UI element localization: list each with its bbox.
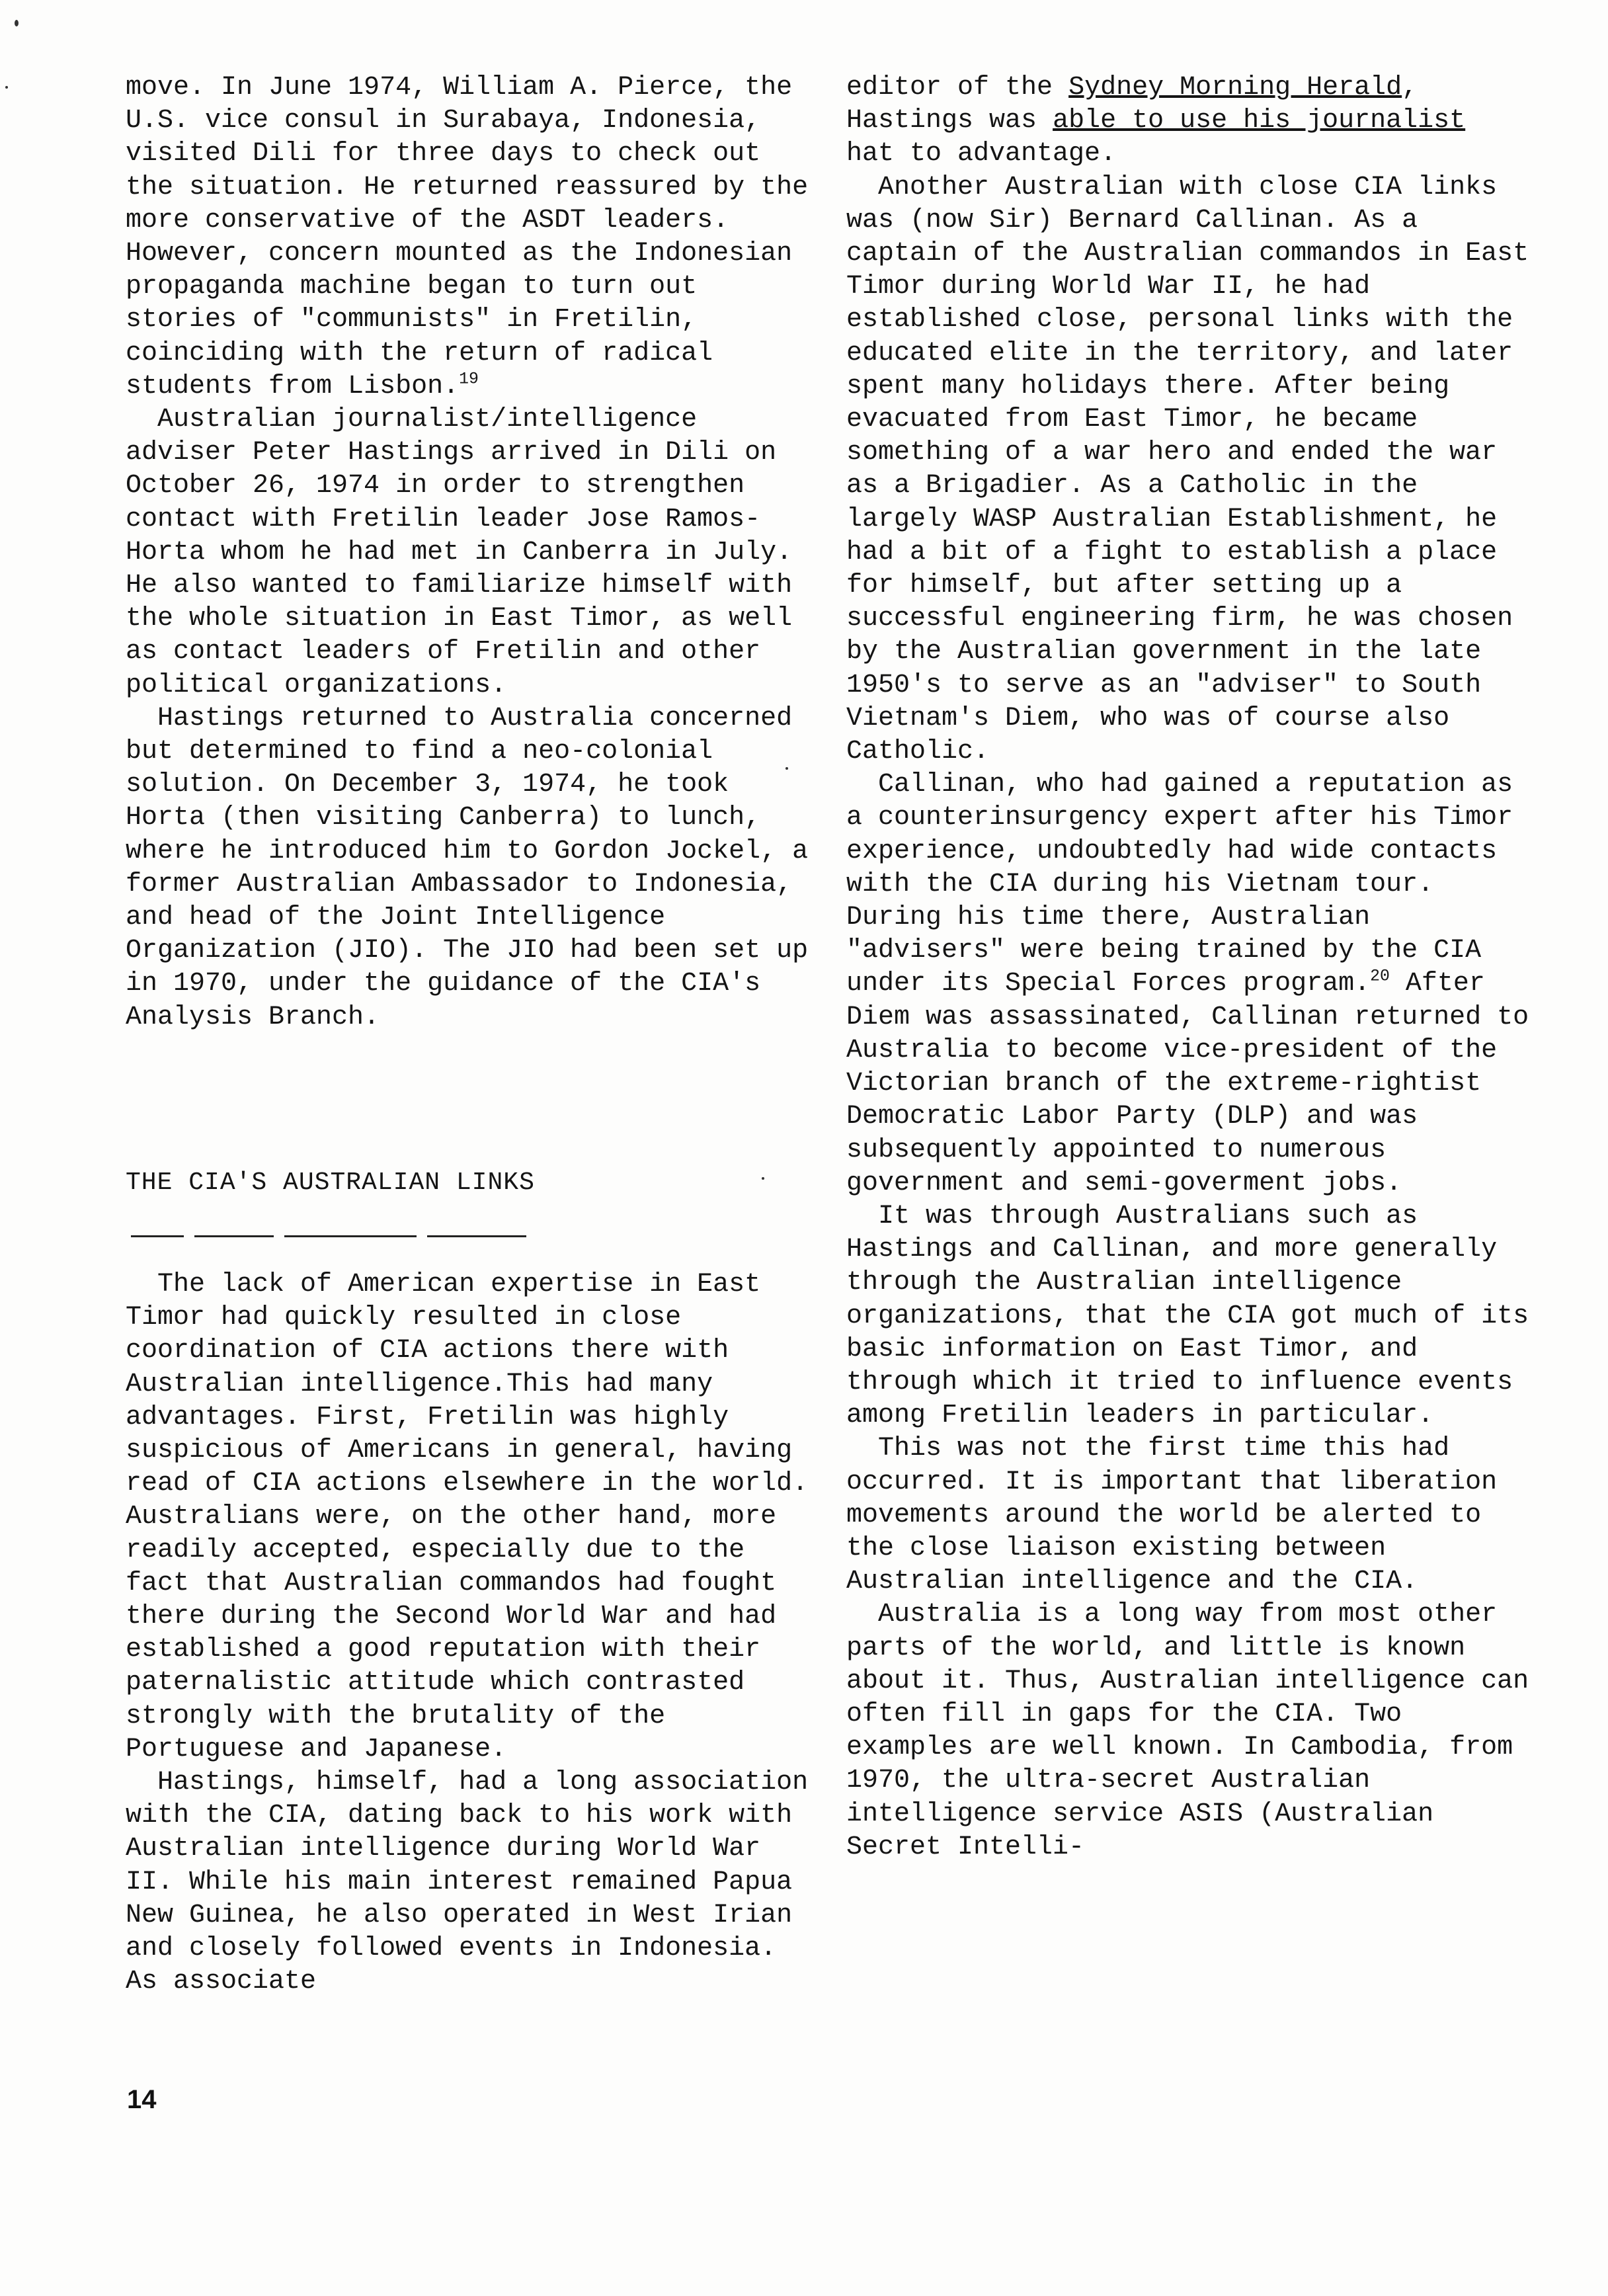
left-column bbox=[126, 71, 813, 1034]
text-span: editor of the bbox=[846, 73, 1053, 102]
paragraph-callinan-links: Another Australian with close CIA links was (now Sir) Bernard Callinan. As a captain of the Australian commandos in East Timor during World War II, he had established close, personal links with the educated elite in the territory, and later spent many holidays there. After being evacuated from East Timor, he became something of a war hero and ended the war as a Brigadier. As a Catholic in the largely WASP Australian Establishment, he had a bit of a fight to establish a place for himself, but after setting up a successful engineering firm, he was chosen by the Australian government in the late 1950's to serve as an "adviser" to South Vietnam's Diem, who was of course also Catholic. bbox=[846, 172, 1529, 767]
scan-speck bbox=[15, 20, 19, 26]
paragraph-hastings-association: Hastings, himself, had a long association with the CIA, dating back to his work with Australian intelligence during World War II. While his main interest remained Papua New Guinea, he also operated in West Irian and closely followed events in Indonesia. As associate bbox=[126, 1768, 809, 1997]
paragraph-editor-continued bbox=[846, 71, 1534, 171]
newspaper-title: Sydney Morning Herald bbox=[1068, 73, 1402, 102]
section-heading: THE CIA'S AUSTRALIAN LINKS bbox=[126, 1168, 535, 1197]
right-column bbox=[846, 71, 1534, 1864]
paragraph-through-australians: It was through Australians such as Hastings and Callinan, and more generally through the Australian intelligence organizations, that the CIA got much of its basic information on East Timor, and through which it tried to influence events among Fretilin leaders in particular. bbox=[846, 1201, 1529, 1431]
scan-speck bbox=[785, 767, 788, 770]
footnote-ref-20: 20 bbox=[1370, 967, 1390, 987]
text-span: After Diem was assassinated, Callinan returned to Australia to become vice-president of the Victorian branch of the extreme-rightist Democratic Labor Party (DLP) and was subsequently appointed to numerous government and semi-goverment jobs. bbox=[846, 969, 1529, 1198]
text-span: Callinan, who had gained a reputation as a counterinsurgency expert after his Timor experience, undoubtedly had wide contacts with the CIA during his Vietnam tour. During his time there, Australian "advisers" were being trained by the CIA under its Special Forces program. bbox=[846, 770, 1513, 999]
paragraph-hastings-returned: Hastings returned to Australia concerned but determined to find a neo-colonial solution. On December 3, 1974, he took Horta (then visiting Canberra) to lunch, where he introduced him to Gordon Jockel, a former Australian Ambassador to Indonesia, and head of the Joint Intelligence Organization (JIO). The JIO had been set up in 1970, under the guidance of the CIA's Analysis Branch. bbox=[126, 703, 809, 1032]
scan-speck bbox=[762, 1177, 764, 1180]
paragraph-callinan-reputation bbox=[846, 768, 1534, 1200]
scan-speck bbox=[5, 86, 8, 89]
left-column-lower bbox=[126, 1268, 813, 1998]
dash-rule bbox=[131, 1235, 184, 1237]
text-span: hat to advantage. bbox=[846, 139, 1117, 169]
footnote-ref-19: 19 bbox=[459, 370, 479, 389]
paragraph-not-first-time: This was not the first time this had occurred. It is important that liberation movements around the world be alerted to the close liaison existing between Australian intelligence and the CIA. bbox=[846, 1434, 1498, 1597]
dash-rule bbox=[284, 1235, 417, 1237]
underlined-text: able to use his journalist bbox=[1053, 106, 1466, 136]
text-span: Hastings was bbox=[846, 106, 1037, 136]
paragraph-pierce-visit bbox=[126, 71, 813, 403]
paragraph-text: move. In June 1974, William A. Pierce, the U.S. vice consul in Surabaya, Indonesia, visited Dili for three days to check out the situation. He returned reassured by the more conservative of the ASDT leaders. However, concern mounted as the Indonesian propaganda machine began to turn out stories of "communists" in Fretilin, coinciding with the return of radical students from Lisbon. bbox=[126, 73, 809, 401]
text-span: , bbox=[1402, 73, 1418, 102]
heading-underline-dashes bbox=[131, 1235, 547, 1238]
paragraph-expertise: The lack of American expertise in East Timor had quickly resulted in close coordination of CIA actions there with Australian intelligence.This had many advantages. First, Fretilin was highly suspicious of Americans in general, having read of CIA actions elsewhere in the world. Australians were, on the other hand, more readily accepted, especially due to the fact that Australian commandos had fought there during the Second World War and had established a good reputation with their paternalistic attitude which contrasted strongly with the brutality of the Portuguese and Japanese. bbox=[126, 1270, 809, 1764]
paragraph-australia-far: Australia is a long way from most other parts of the world, and little is known about it. Thus, Australian intelligence can often fill in gaps for the CIA. Two examples are well known. In Cambodia, from 1970, the ultra-secret Australian intelligence service ASIS (Australian Secret Intelli- bbox=[846, 1600, 1529, 1862]
dash-rule bbox=[194, 1235, 274, 1237]
page-number: 14 bbox=[127, 2085, 157, 2114]
paragraph-hastings-dili: Australian journalist/intelligence adviser Peter Hastings arrived in Dili on October 26, 1974 in order to strengthen contact with Fretilin leader Jose Ramos-Horta whom he had met in Canberra in July. He also wanted to familiarize himself with the whole situation in East Timor, as well as contact leaders of Fretilin and other political organizations. bbox=[126, 405, 793, 700]
dash-rule bbox=[427, 1235, 526, 1237]
